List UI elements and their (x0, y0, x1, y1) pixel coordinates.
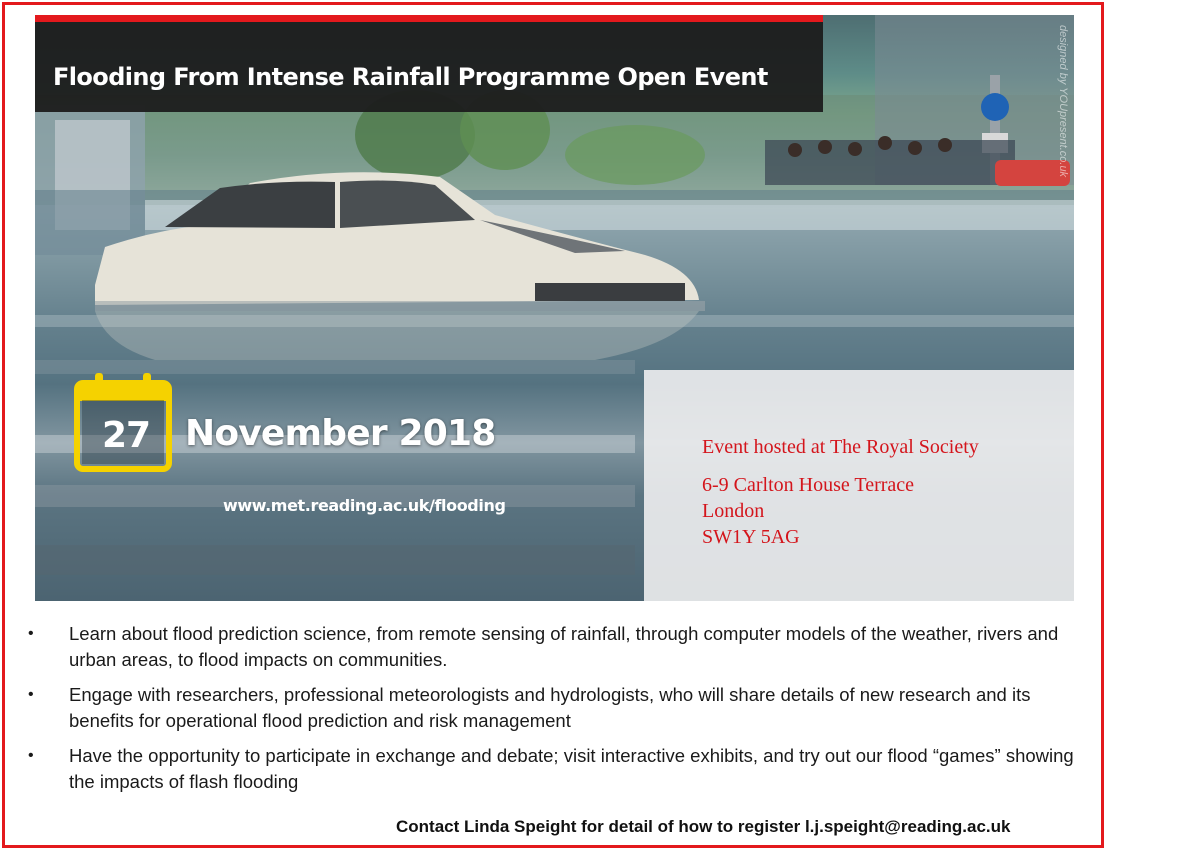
event-url[interactable]: www.met.reading.ac.uk/flooding (223, 496, 506, 515)
contact-line: Contact Linda Speight for detail of how to register l.j.speight@reading.ac.uk (396, 817, 1011, 836)
event-month-year: November 2018 (185, 413, 496, 454)
venue-address-line3: SW1Y 5AG (702, 526, 800, 548)
list-item-text: Learn about flood prediction science, from remote sensing of rainfall, through computer models of the weather, rivers and urban areas, to flood impacts on communities. (69, 623, 1059, 670)
event-highlights (28, 621, 1088, 804)
bullet-icon: • (28, 686, 34, 703)
list-item (28, 621, 1088, 673)
bullet-icon: • (28, 625, 34, 642)
list-item-text: Engage with researchers, professional meteorologists and hydrologists, who will share details of new research and its benefits for operational flood prediction and risk management (69, 684, 1031, 731)
event-banner (35, 15, 1074, 601)
event-day: 27 (101, 415, 151, 456)
photo-credit: designed by YOUpresent.co.uk (1057, 25, 1069, 178)
accent-strip (35, 15, 823, 22)
list-item (28, 682, 1088, 734)
bullet-icon: • (28, 747, 34, 764)
venue-address-line1: 6-9 Carlton House Terrace (702, 474, 915, 496)
venue-hosted: Event hosted at The Royal Society (702, 436, 979, 458)
event-title: Flooding From Intense Rainfall Programme Open Event (53, 63, 768, 91)
list-item-text: Have the opportunity to participate in exchange and debate; visit interactive exhibits, and try out our flood “games” showing the impacts of flash flooding (69, 745, 1074, 792)
list-item (28, 743, 1088, 795)
venue-address-line2: London (702, 500, 765, 522)
venue-panel (644, 370, 1074, 601)
